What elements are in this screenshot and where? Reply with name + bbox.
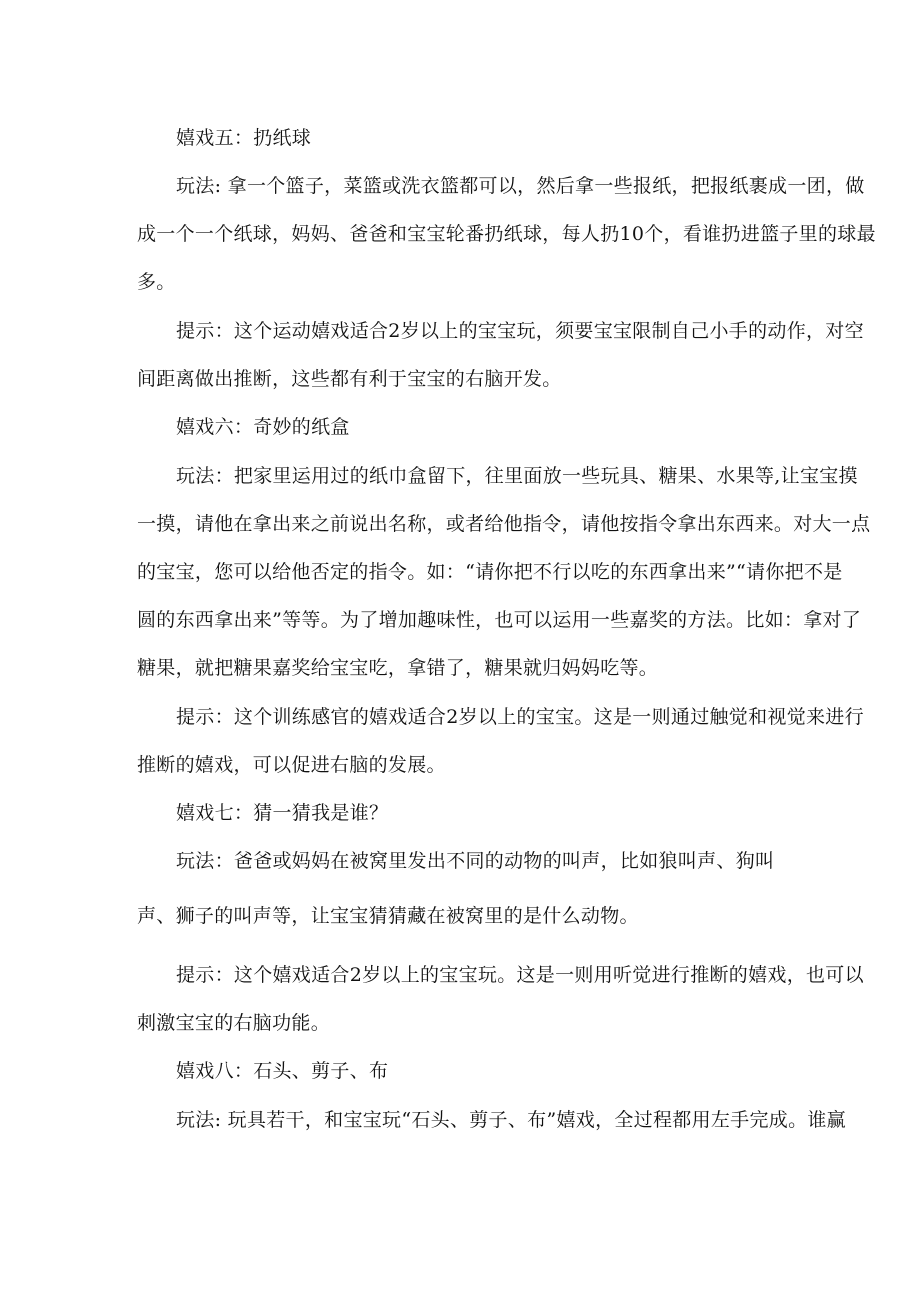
game5-play-line-1: 玩法: 拿一个篮子，菜篮或洗衣篮都可以，然后拿一些报纸，把报纸裹成一团，做 [176, 175, 865, 197]
section-title-game8: 嬉戏八：石头、剪子、布 [176, 1060, 389, 1082]
game6-play-line-3: 的宝宝，您可以给他否定的指令。如：“请你把不行以吃的东西拿出来”“请你把不是 [137, 561, 843, 583]
game6-tip-line-2: 推断的嬉戏，可以促进右脑的发展。 [137, 754, 446, 776]
game6-play-line-5: 糖果，就把糖果嘉奖给宝宝吃，拿错了，糖果就归妈妈吃等。 [137, 657, 659, 679]
game6-tip-line-1: 提示：这个训练感官的嬉戏适合2岁以上的宝宝。这是一则通过触觉和视觉来进行 [176, 706, 864, 728]
game8-play-line-1: 玩法: 玩具若干，和宝宝玩“石头、剪子、布”嬉戏，全过程都用左手完成。谁赢 [176, 1109, 846, 1131]
game5-tip-line-2: 间距离做出推断，这些都有利于宝宝的右脑开发。 [137, 368, 562, 390]
section-title-game7: 嬉戏七：猜一猜我是谁？ [176, 802, 389, 824]
game7-tip-line-1: 提示：这个嬉戏适合2岁以上的宝宝玩。这是一则用听觉进行推断的嬉戏，也可以 [176, 964, 864, 986]
game7-play-line-1: 玩法：爸爸或妈妈在被窝里发出不同的动物的叫声，比如狼叫声、狗叫 [176, 850, 775, 872]
game5-tip-line-1: 提示：这个运动嬉戏适合2岁以上的宝宝玩，须要宝宝限制自己小手的动作，对空 [176, 320, 864, 342]
game7-play-line-2: 声、狮子的叫声等，让宝宝猜猜藏在被窝里的是什么动物。 [137, 905, 639, 927]
section-title-game6: 嬉戏六：奇妙的纸盒 [176, 416, 350, 438]
game5-play-line-3: 多。 [137, 271, 176, 293]
game6-play-line-1: 玩法：把家里运用过的纸巾盒留下，往里面放一些玩具、糖果、水果等,让宝宝摸 [176, 465, 858, 487]
game5-play-line-2: 成一个一个纸球，妈妈、爸爸和宝宝轮番扔纸球，每人扔10个，看谁扔进篮子里的球最 [137, 223, 876, 245]
game6-play-line-4: 圆的东西拿出来”等等。为了增加趣味性，也可以运用一些嘉奖的方法。比如：拿对了 [137, 609, 862, 631]
game6-play-line-2: 一摸，请他在拿出来之前说出名称，或者给他指令，请他按指令拿出东西来。对大一点 [137, 513, 871, 535]
game7-tip-line-2: 刺激宝宝的右脑功能。 [137, 1012, 331, 1034]
section-title-game5: 嬉戏五：扔纸球 [176, 127, 312, 149]
